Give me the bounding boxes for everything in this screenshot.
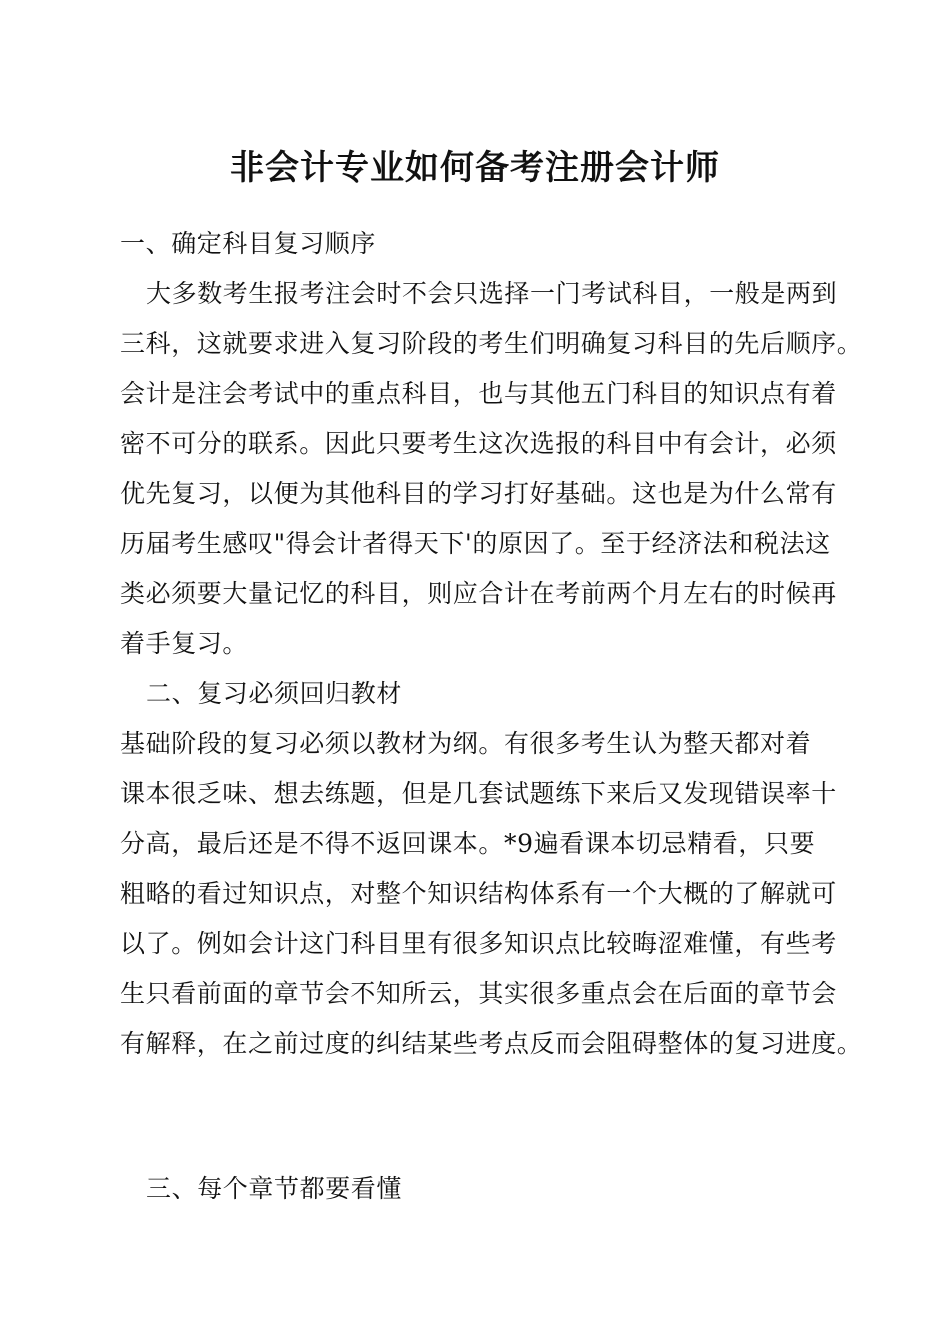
paragraph-line: 优先复习，以便为其他科目的学习打好基础。这也是为什么常有: [120, 479, 837, 508]
section-heading-3: 三、每个章节都要看懂: [146, 1174, 403, 1203]
paragraph-line: 分高，最后还是不得不返回课本。*9遍看课本切忌精看，只要: [120, 829, 816, 858]
paragraph-line: 着手复习。: [120, 629, 249, 658]
paragraph-line: 密不可分的联系。因此只要考生这次选报的科目中有会计，必须: [120, 429, 837, 458]
section-heading-2: 二、复习必须回归教材: [146, 679, 403, 708]
paragraph-line: 历届考生感叹"得会计者得天下'的原因了。至于经济法和税法这: [120, 529, 831, 558]
paragraph-line: 类必须要大量记忆的科目，则应合计在考前两个月左右的时候再: [120, 579, 837, 608]
paragraph-line: 大多数考生报考注会时不会只选择一门考试科目，一般是两到: [146, 279, 838, 308]
paragraph-line: 以了。例如会计这门科目里有很多知识点比较晦涩难懂，有些考: [120, 929, 837, 958]
paragraph-line: 基础阶段的复习必须以教材为纲。有很多考生认为整天都对着: [120, 729, 812, 758]
section-heading-1: 一、确定科目复习顺序: [120, 229, 377, 258]
paragraph-line: 有解释，在之前过度的纠结某些考点反而会阻碍整体的复习进度。: [120, 1029, 863, 1058]
paragraph-line: 粗略的看过知识点，对整个知识结构体系有一个大概的了解就可: [120, 879, 837, 908]
paragraph-line: 课本很乏味、想去练题，但是几套试题练下来后又发现错误率十: [120, 779, 837, 808]
paragraph-line: 会计是注会考试中的重点科目，也与其他五门科目的知识点有着: [120, 379, 837, 408]
paragraph-line: 三科，这就要求进入复习阶段的考生们明确复习科目的先后顺序。: [120, 329, 863, 358]
document-title: 非会计专业如何备考注册会计师: [230, 148, 720, 188]
paragraph-line: 生只看前面的章节会不知所云，其实很多重点会在后面的章节会: [120, 979, 837, 1008]
